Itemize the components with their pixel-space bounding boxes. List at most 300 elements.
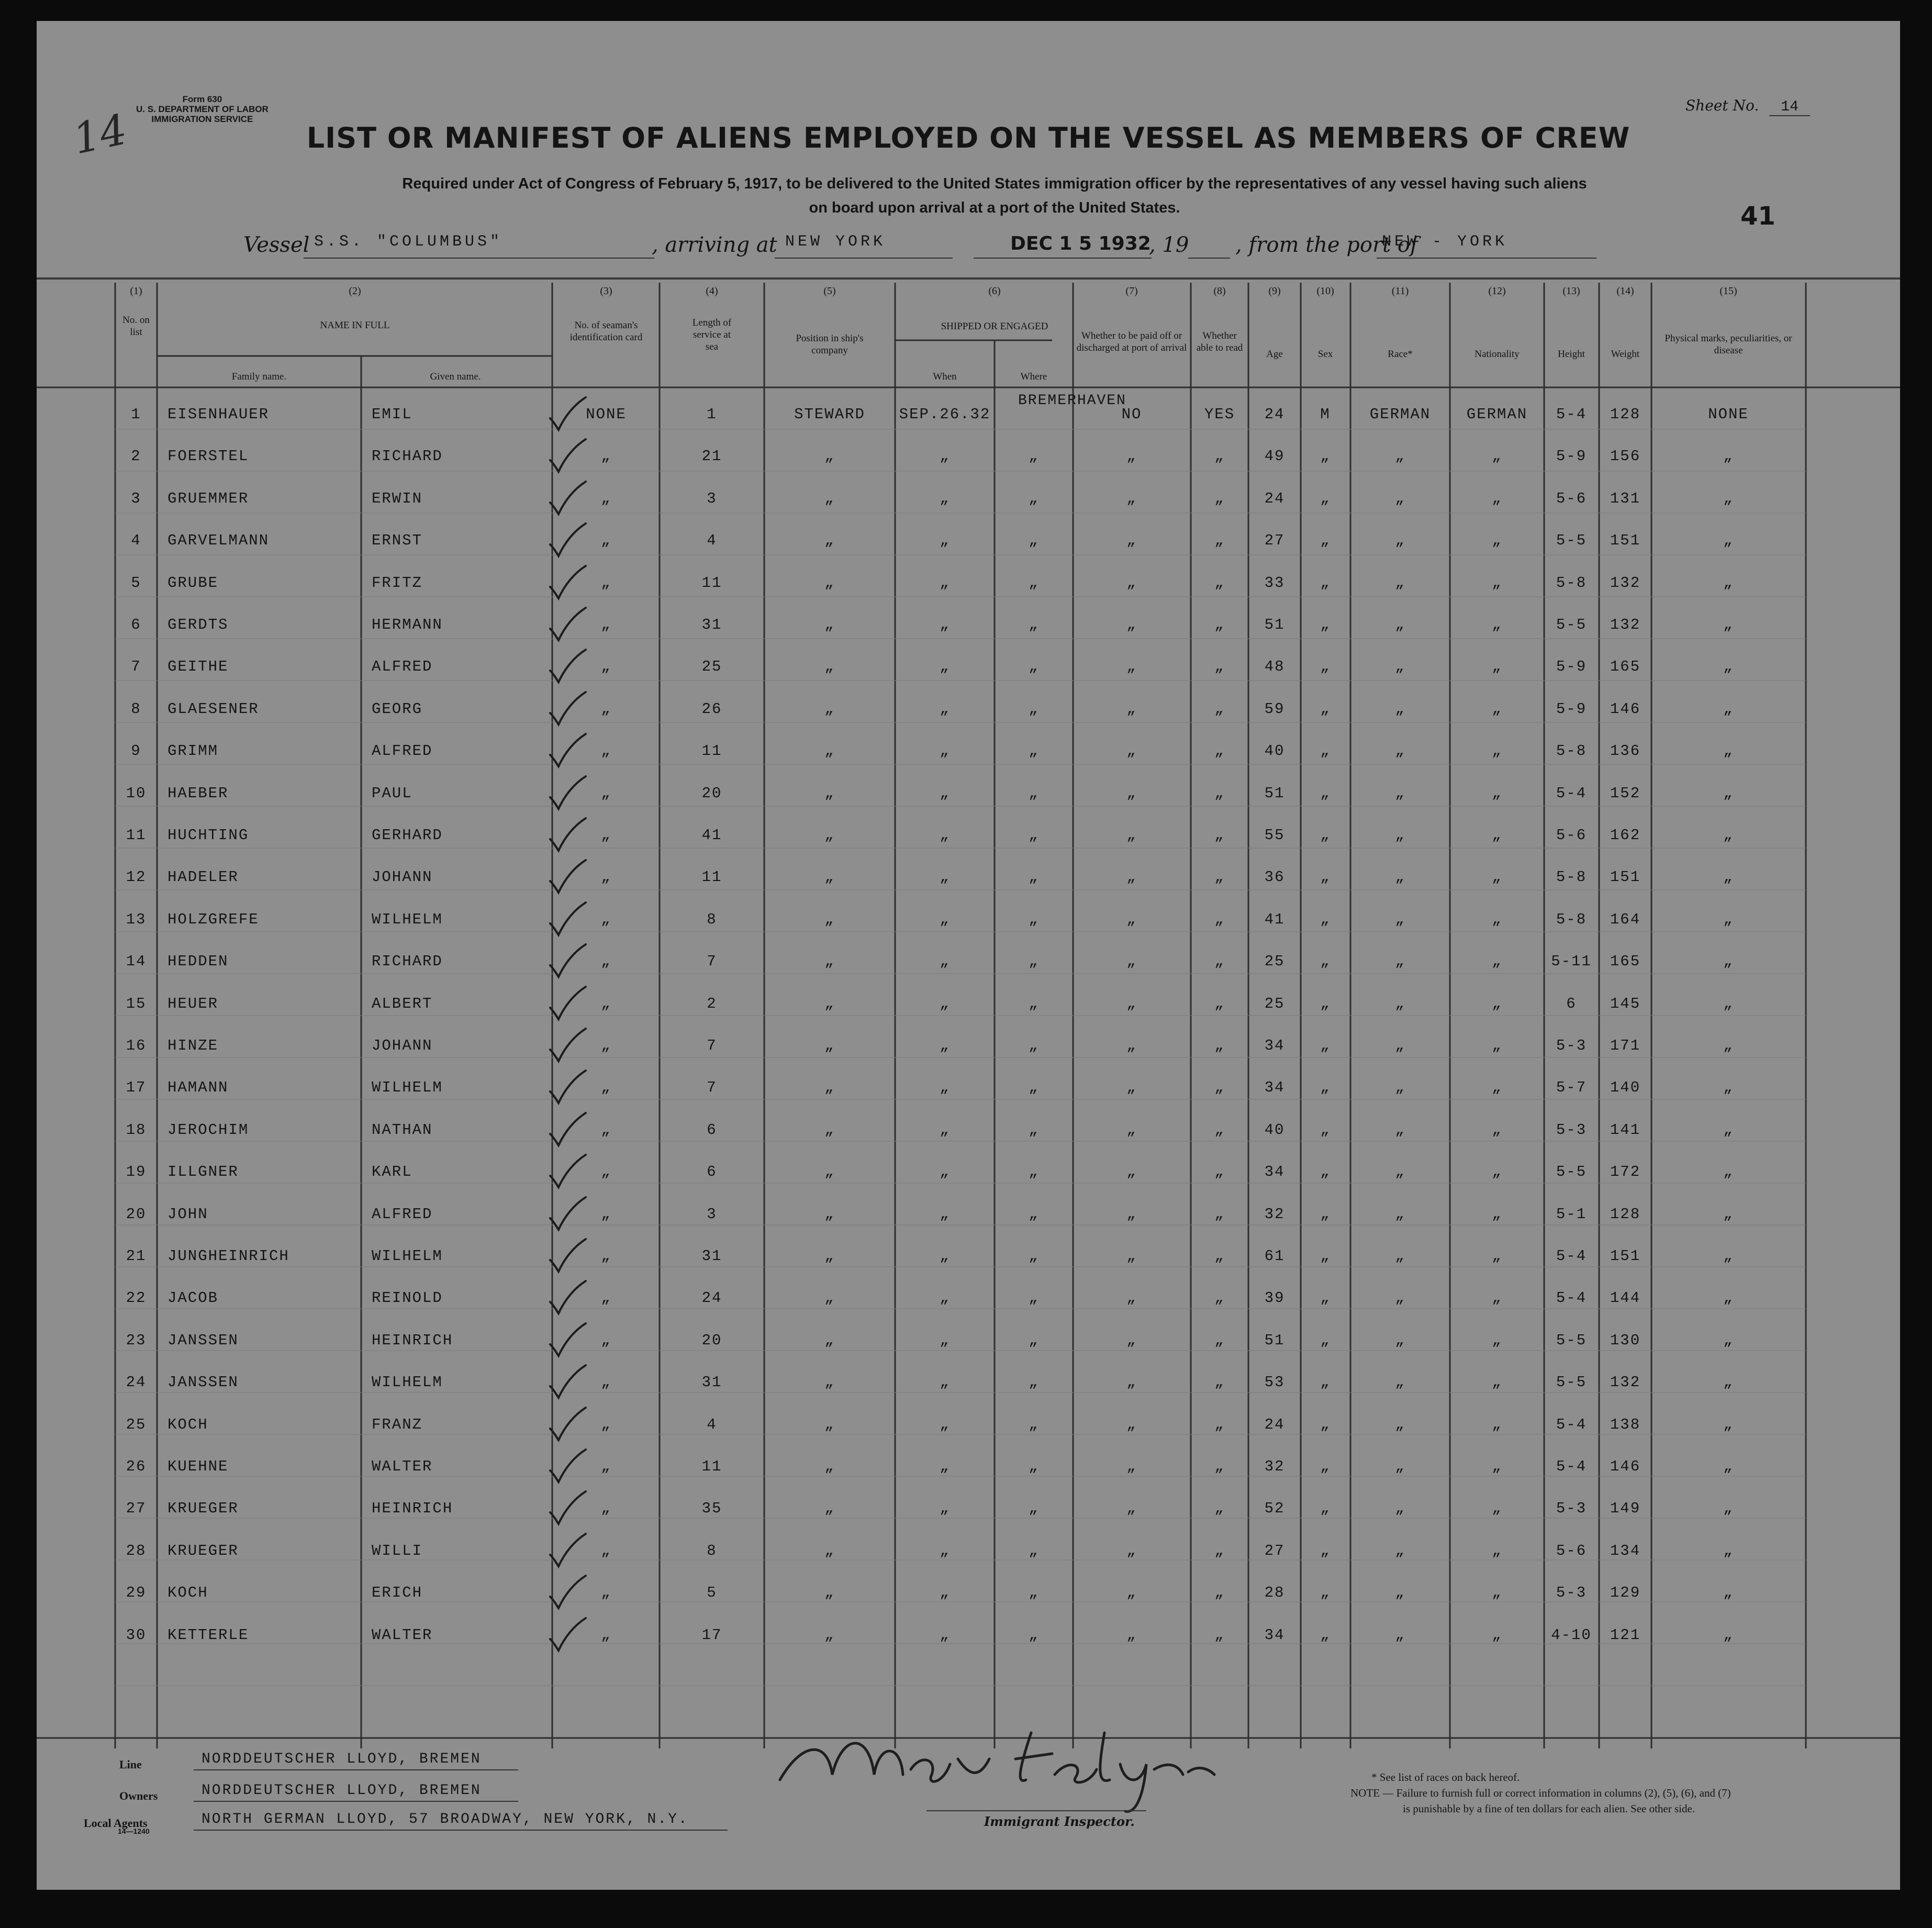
id-card-ditto: „: [601, 1121, 611, 1139]
service-years: 6: [707, 1163, 717, 1181]
shipped-when-ditto: „: [940, 1205, 950, 1223]
height: 5-4: [1556, 1458, 1587, 1475]
column-header-where: Where: [1020, 371, 1047, 382]
service-years: 7: [707, 1079, 717, 1097]
paid-off-ditto: „: [1126, 953, 1137, 971]
shipped-when-ditto: „: [940, 1458, 950, 1475]
check-mark-icon: [547, 1574, 589, 1611]
physical-marks-ditto: „: [1723, 448, 1734, 465]
family-name: ILLGNER: [167, 1163, 239, 1181]
given-name: ALFRED: [372, 658, 433, 676]
physical-marks-ditto: „: [1723, 953, 1734, 971]
family-name: GEITHE: [167, 658, 229, 676]
physical-marks-ditto: „: [1723, 1500, 1734, 1518]
height: 5-8: [1556, 742, 1587, 760]
family-name: KOCH: [167, 1584, 208, 1602]
able-to-read-ditto: „: [1214, 1121, 1225, 1139]
table-row: [37, 1321, 1900, 1363]
list-number: 7: [131, 658, 141, 676]
list-number: 18: [126, 1121, 147, 1139]
check-mark-icon: [547, 985, 589, 1022]
column-header-height: Height: [1558, 349, 1585, 360]
family-name: HEUER: [167, 995, 219, 1012]
service-years: 20: [701, 1331, 722, 1349]
table-row: [37, 1447, 1900, 1489]
shipped-when-ditto: „: [940, 1542, 950, 1559]
position-ditto: „: [824, 489, 835, 507]
position-ditto: „: [824, 1163, 835, 1181]
position-ditto: „: [824, 784, 835, 802]
service-years: 7: [707, 1037, 717, 1054]
paid-off-ditto: „: [1126, 1037, 1137, 1054]
height: 5-5: [1556, 532, 1587, 550]
shipped-where-ditto: „: [1029, 616, 1039, 633]
list-number: 22: [126, 1289, 147, 1307]
weight: 140: [1610, 1079, 1641, 1097]
age: 25: [1264, 953, 1285, 971]
vessel-label: Vessel: [243, 233, 310, 257]
paid-off-value: NO: [1121, 406, 1142, 423]
race-ditto: „: [1395, 1247, 1405, 1265]
id-card-ditto: „: [601, 742, 611, 760]
age: 27: [1264, 532, 1285, 550]
column-number: (1): [130, 285, 142, 297]
age: 32: [1264, 1205, 1285, 1223]
shipped-when-ditto: „: [940, 574, 950, 592]
shipped-when-ditto: „: [940, 827, 950, 844]
check-mark-icon: [547, 1279, 589, 1317]
column-number: (8): [1213, 285, 1226, 297]
column-header-paid-off: Whether to be paid off or discharged at port of arrival: [1076, 330, 1187, 353]
sex-ditto: „: [1320, 1458, 1331, 1475]
position-ditto: „: [824, 1331, 835, 1349]
given-name: WILLI: [372, 1542, 423, 1559]
table-row: [37, 985, 1900, 1027]
paid-off-ditto: „: [1126, 1584, 1137, 1602]
position-ditto: „: [824, 827, 835, 844]
able-to-read-ditto: „: [1214, 658, 1225, 676]
id-card-ditto: „: [601, 1626, 611, 1644]
given-name: ERWIN: [372, 489, 423, 507]
id-card-ditto: „: [601, 574, 611, 592]
age: 53: [1264, 1374, 1285, 1391]
age: 59: [1264, 700, 1285, 718]
from-port-label: , from the port of: [1235, 233, 1418, 257]
paid-off-ditto: „: [1126, 489, 1137, 507]
height: 5-4: [1556, 1247, 1587, 1265]
family-name: HINZE: [167, 1037, 219, 1054]
service-years: 3: [707, 1205, 717, 1223]
shipped-where-ditto: „: [1029, 448, 1039, 465]
family-name: JUNGHEINRICH: [167, 1247, 289, 1265]
column-header-read: Whether able to read: [1196, 330, 1243, 353]
shipped-when-ditto: „: [940, 1079, 950, 1097]
stamped-number: 41: [1740, 202, 1775, 231]
check-mark-icon: [547, 774, 589, 812]
given-name: WILHELM: [372, 910, 443, 928]
position-ditto: „: [824, 1416, 835, 1433]
given-name: REINOLD: [372, 1289, 443, 1307]
position-ditto: „: [824, 1121, 835, 1139]
shipped-where-ditto: „: [1029, 1289, 1039, 1307]
form-line: IMMIGRATION SERVICE: [151, 114, 253, 124]
service-years: 21: [701, 448, 722, 465]
sex-ditto: „: [1320, 532, 1331, 550]
id-card-ditto: „: [601, 658, 611, 676]
service-years: 17: [701, 1626, 722, 1644]
weight: 132: [1610, 1374, 1641, 1391]
sex-ditto: „: [1320, 784, 1331, 802]
given-name: WALTER: [372, 1458, 433, 1475]
race-ditto: „: [1395, 1416, 1405, 1433]
given-name: RICHARD: [372, 448, 443, 465]
given-name: ALBERT: [372, 995, 433, 1012]
shipped-where-ditto: „: [1029, 1584, 1039, 1602]
height: 5-8: [1556, 910, 1587, 928]
height: 5-6: [1556, 489, 1587, 507]
paid-off-ditto: „: [1126, 1458, 1137, 1475]
paid-off-ditto: „: [1126, 995, 1137, 1012]
id-card-ditto: „: [601, 953, 611, 971]
height: 5-4: [1556, 784, 1587, 802]
service-years: 11: [701, 868, 722, 886]
age: 24: [1264, 489, 1285, 507]
list-number: 11: [126, 827, 147, 844]
position-ditto: „: [824, 995, 835, 1012]
list-number: 27: [126, 1500, 147, 1518]
position-ditto: „: [824, 868, 835, 886]
table-row: [37, 1027, 1900, 1068]
able-to-read-ditto: „: [1214, 489, 1225, 507]
able-to-read-ditto: „: [1214, 827, 1225, 844]
shipped-when-ditto: „: [940, 1374, 950, 1391]
race-ditto: „: [1395, 868, 1405, 886]
position-ditto: „: [824, 448, 835, 465]
family-name: HUCHTING: [167, 827, 249, 844]
id-card-ditto: „: [601, 1037, 611, 1054]
position-ditto: „: [824, 910, 835, 928]
nationality-ditto: „: [1492, 616, 1502, 633]
age: 28: [1264, 1584, 1285, 1602]
age: 34: [1264, 1163, 1285, 1181]
nationality-ditto: „: [1492, 784, 1502, 802]
weight: 165: [1610, 953, 1641, 971]
column-header-physical-marks: Physical marks, peculiarities, or disease: [1665, 333, 1792, 356]
weight: 132: [1610, 616, 1641, 633]
list-number: 26: [126, 1458, 147, 1475]
paid-off-ditto: „: [1126, 700, 1137, 718]
height: 5-5: [1556, 1331, 1587, 1349]
age: 40: [1264, 742, 1285, 760]
nationality-ditto: „: [1492, 1037, 1502, 1054]
check-mark-icon: [547, 1195, 589, 1233]
list-number: 12: [126, 868, 147, 886]
physical-marks-ditto: „: [1723, 742, 1734, 760]
weight: 146: [1610, 700, 1641, 718]
position-ditto: „: [824, 1289, 835, 1307]
crew-table-body: [37, 21, 1900, 1748]
column-number: (7): [1125, 285, 1138, 297]
physical-marks-ditto: „: [1723, 868, 1734, 886]
given-name: GEORG: [372, 700, 423, 718]
physical-marks-ditto: „: [1723, 700, 1734, 718]
paid-off-ditto: „: [1126, 910, 1137, 928]
service-years: 20: [701, 784, 722, 802]
shipped-where-ditto: „: [1029, 1331, 1039, 1349]
shipped-where-ditto: „: [1029, 995, 1039, 1012]
check-mark-icon: [547, 816, 589, 854]
id-card-ditto: „: [601, 489, 611, 507]
id-card-ditto: „: [601, 1331, 611, 1349]
shipped-when-ditto: „: [940, 1331, 950, 1349]
family-name: JACOB: [167, 1289, 219, 1307]
shipped-when-ditto: „: [940, 1121, 950, 1139]
sex-ditto: „: [1320, 1542, 1331, 1559]
given-name: HEINRICH: [372, 1500, 453, 1518]
position-ditto: „: [824, 953, 835, 971]
service-years: 31: [701, 1374, 722, 1391]
shipped-where-ditto: „: [1029, 910, 1039, 928]
height: 5-3: [1556, 1584, 1587, 1602]
height: 5-5: [1556, 616, 1587, 633]
list-number: 5: [131, 574, 141, 592]
check-mark-icon: [547, 1027, 589, 1064]
nationality-ditto: „: [1492, 1542, 1502, 1559]
sex-ditto: „: [1320, 574, 1331, 592]
paid-off-ditto: „: [1126, 1542, 1137, 1559]
shipped-when-ditto: „: [940, 953, 950, 971]
weight: 136: [1610, 742, 1641, 760]
race-ditto: „: [1395, 658, 1405, 676]
table-row: [37, 564, 1900, 606]
able-to-read-ditto: „: [1214, 532, 1225, 550]
service-years: 41: [701, 827, 722, 844]
sex-ditto: „: [1320, 742, 1331, 760]
table-row: [37, 648, 1900, 689]
check-mark-icon: [547, 1447, 589, 1485]
weight: 146: [1610, 1458, 1641, 1475]
family-name: KRUEGER: [167, 1500, 239, 1518]
nationality-ditto: „: [1492, 1205, 1502, 1223]
table-row: [37, 521, 1900, 563]
able-to-read-ditto: „: [1214, 1416, 1225, 1433]
column-number: (14): [1616, 285, 1634, 297]
check-mark-icon: [547, 606, 589, 643]
check-mark-icon: [547, 648, 589, 685]
physical-marks-ditto: „: [1723, 995, 1734, 1012]
column-header-name: NAME IN FULL: [320, 320, 390, 331]
column-header-age: Age: [1266, 349, 1283, 360]
age: 51: [1264, 616, 1285, 633]
list-number: 23: [126, 1331, 147, 1349]
vessel-name: S.S. "COLUMBUS": [314, 233, 503, 251]
height: 5-3: [1556, 1121, 1587, 1139]
table-row: [37, 1111, 1900, 1153]
table-row: [37, 1489, 1900, 1531]
table-row: [37, 942, 1900, 984]
position-ditto: „: [824, 742, 835, 760]
given-name: HEINRICH: [372, 1331, 453, 1349]
owners-value: NORDDEUTSCHER LLOYD, BREMEN: [202, 1782, 482, 1799]
footnote: [1350, 1769, 1874, 1816]
able-to-read-ditto: „: [1214, 1163, 1225, 1181]
age: 34: [1264, 1626, 1285, 1644]
table-row: [37, 1237, 1900, 1279]
paid-off-ditto: „: [1126, 868, 1137, 886]
signature-text: Max Feely: [775, 1809, 786, 1812]
age: 52: [1264, 1500, 1285, 1518]
age: 39: [1264, 1289, 1285, 1307]
given-name: WALTER: [372, 1626, 433, 1644]
id-card-ditto: „: [601, 827, 611, 844]
physical-marks-ditto: „: [1723, 827, 1734, 844]
sex-value: M: [1320, 406, 1331, 423]
service-years: 35: [701, 1500, 722, 1518]
family-name: JANSSEN: [167, 1331, 239, 1349]
shipped-when-ditto: „: [940, 1584, 950, 1602]
shipped-where-ditto: „: [1029, 532, 1039, 550]
list-number: 28: [126, 1542, 147, 1559]
id-card-ditto: „: [601, 532, 611, 550]
nationality-ditto: „: [1492, 910, 1502, 928]
race-ditto: „: [1395, 489, 1405, 507]
family-name: GARVELMANN: [167, 532, 270, 550]
service-years: 31: [701, 616, 722, 633]
list-number: 21: [126, 1247, 147, 1265]
physical-marks-ditto: „: [1723, 1289, 1734, 1307]
agents-label: Local Agents: [84, 1816, 148, 1830]
paid-off-ditto: „: [1126, 1500, 1137, 1518]
sheet-number-value: 14: [1769, 99, 1810, 116]
service-years: 8: [707, 910, 717, 928]
able-to-read-ditto: „: [1214, 1500, 1225, 1518]
able-to-read-ditto: „: [1214, 1037, 1225, 1054]
shipped-when-ditto: „: [940, 1163, 950, 1181]
nationality-ditto: „: [1492, 1416, 1502, 1433]
height: 5-8: [1556, 868, 1587, 886]
nationality-ditto: „: [1492, 532, 1502, 550]
position-ditto: „: [824, 1584, 835, 1602]
shipped-where-ditto: „: [1029, 742, 1039, 760]
shipped-where-ditto: „: [1029, 1079, 1039, 1097]
list-number: 25: [126, 1416, 147, 1433]
sex-ditto: „: [1320, 1374, 1331, 1391]
table-row: [37, 690, 1900, 732]
weight: 151: [1610, 868, 1641, 886]
paid-off-ditto: „: [1126, 1163, 1137, 1181]
position-ditto: „: [824, 700, 835, 718]
list-number: 6: [131, 616, 141, 633]
id-card-ditto: „: [601, 784, 611, 802]
nationality-ditto: „: [1492, 742, 1502, 760]
id-card-ditto: „: [601, 1247, 611, 1265]
sheet-label: Sheet No.: [1685, 97, 1759, 114]
family-name: HAMANN: [167, 1079, 229, 1097]
given-name: KARL: [372, 1163, 412, 1181]
arriving-label: , arriving at: [652, 233, 777, 257]
shipped-where-ditto: „: [1029, 700, 1039, 718]
column-header-when: When: [933, 371, 957, 382]
given-name: NATHAN: [372, 1121, 433, 1139]
shipped-when-ditto: „: [940, 448, 950, 465]
physical-marks-ditto: „: [1723, 784, 1734, 802]
nationality-ditto: „: [1492, 448, 1502, 465]
position-ditto: „: [824, 1079, 835, 1097]
id-card-value: NONE: [586, 406, 627, 423]
shipped-where-ditto: „: [1029, 1374, 1039, 1391]
physical-marks-ditto: „: [1723, 1626, 1734, 1644]
race-ditto: „: [1395, 1163, 1405, 1181]
race-ditto: „: [1395, 953, 1405, 971]
service-years: 6: [707, 1121, 717, 1139]
shipped-where-ditto: „: [1029, 827, 1039, 844]
weight: 149: [1610, 1500, 1641, 1518]
race-ditto: „: [1395, 1121, 1405, 1139]
manifest-sheet: [37, 21, 1900, 1890]
weight: 145: [1610, 995, 1641, 1012]
weight: 144: [1610, 1289, 1641, 1307]
race-ditto: „: [1395, 784, 1405, 802]
shipped-where-ditto: „: [1029, 1542, 1039, 1559]
age: 51: [1264, 1331, 1285, 1349]
id-card-ditto: „: [601, 1584, 611, 1602]
table-row: [37, 1195, 1900, 1237]
race-ditto: „: [1395, 1289, 1405, 1307]
check-mark-icon: [547, 395, 589, 433]
list-number: 15: [126, 995, 147, 1012]
service-years: 1: [707, 406, 717, 423]
race-ditto: „: [1395, 448, 1405, 465]
able-to-read-ditto: „: [1214, 1247, 1225, 1265]
sex-ditto: „: [1320, 910, 1331, 928]
table-row: [37, 1616, 1900, 1658]
age: 51: [1264, 784, 1285, 802]
nationality-value: GERMAN: [1466, 406, 1528, 423]
shipped-when-ditto: „: [940, 995, 950, 1012]
nationality-ditto: „: [1492, 700, 1502, 718]
weight: 134: [1610, 1542, 1641, 1559]
list-number: 14: [126, 953, 147, 971]
column-header-family-name: Family name.: [231, 371, 287, 382]
id-card-ditto: „: [601, 1542, 611, 1559]
table-row: [37, 1279, 1900, 1321]
able-to-read-ditto: „: [1214, 1374, 1225, 1391]
shipped-where-ditto: „: [1029, 1626, 1039, 1644]
height: 5-9: [1556, 700, 1587, 718]
paid-off-ditto: „: [1126, 532, 1137, 550]
family-name: EISENHAUER: [167, 406, 270, 423]
column-header-weight: Weight: [1611, 349, 1640, 360]
position-ditto: „: [824, 532, 835, 550]
shipped-where-ditto: „: [1029, 1121, 1039, 1139]
able-to-read-ditto: „: [1214, 1458, 1225, 1475]
height: 5-4: [1556, 1416, 1587, 1433]
immigrant-inspector-label: Immigrant Inspector.: [984, 1814, 1135, 1829]
service-years: 11: [701, 1458, 722, 1475]
column-header-position: Position in ship's company: [796, 333, 864, 356]
id-card-ditto: „: [601, 910, 611, 928]
weight: 151: [1610, 1247, 1641, 1265]
column-number: (9): [1268, 285, 1281, 297]
owners-label: Owners: [119, 1789, 158, 1802]
shipped-where-ditto: „: [1029, 1205, 1039, 1223]
list-number: 29: [126, 1584, 147, 1602]
shipped-when-ditto: „: [940, 1037, 950, 1054]
shipped-when-ditto: „: [940, 868, 950, 886]
family-name: JANSSEN: [167, 1374, 239, 1391]
paid-off-ditto: „: [1126, 1205, 1137, 1223]
list-number: 30: [126, 1626, 147, 1644]
